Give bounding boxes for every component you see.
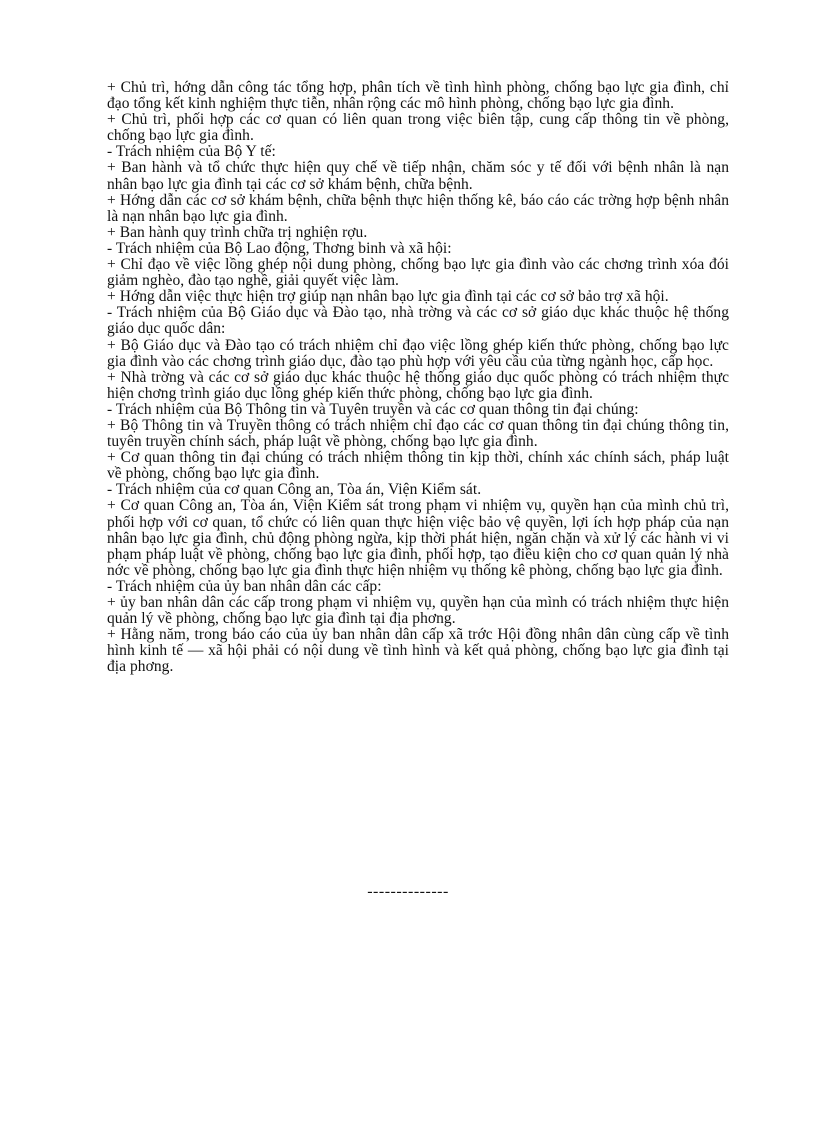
paragraph-3: - Trách nhiệm của Bộ Y tế: [107, 143, 276, 161]
paragraph-14: + Bộ Thông tin và Truyền thông có trách nhiệm chỉ đạo các cơ quan thông tin đại chúng thông tin, tuyên truyền chính sách, pháp luật về phòng, chống bạo lực gia đình. [107, 416, 729, 451]
paragraph-9: + Hớng dẫn việc thực hiện trợ giúp nạn nhân bạo lực gia đình tại các cơ sở bảo trợ xã hội. [107, 288, 669, 306]
paragraph-16: - Trách nhiệm của cơ quan Công an, Tòa án, Viện Kiểm sát. [107, 481, 482, 499]
end-separator: -------------- [367, 883, 449, 900]
paragraph-5: + Hớng dẫn các cơ sở khám bệnh, chữa bệnh thực hiện thống kê, báo cáo các trờng hợp bệnh nhân là nạn nhân bạo lực gia đình. [107, 191, 729, 225]
paragraph-6: + Ban hành quy trình chữa trị nghiện rợu. [107, 223, 368, 241]
paragraph-10: - Trách nhiệm của Bộ Giáo dục và Đào tạo, nhà trờng và các cơ sở giáo dục khác thuộc hệ thống giáo dục quốc dân: [107, 304, 729, 338]
paragraph-2: + Chủ trì, phối hợp các cơ quan có liên quan trong việc biên tập, cung cấp thông tin về phòng, chống bạo lực gia đình. [107, 111, 729, 145]
paragraph-18: - Trách nhiệm của ủy ban nhân dân các cấp: [107, 577, 382, 595]
paragraph-12: + Nhà trờng và các cơ sở giáo dục khác thuộc hệ thống giáo dục quốc phòng có trách nhiệm thực hiện chơng trình giáo dục lồng ghép kiến thức phòng, chống bạo lực gia đình. [107, 368, 729, 402]
paragraph-11: + Bộ Giáo dục và Đào tạo có trách nhiệm chỉ đạo việc lồng ghép kiến thức phòng, chống bạo lực gia đình vào các chơng trình giáo dục, đào tạo phù hợp với yêu cầu của từng ngành học, cấp học. [107, 336, 729, 370]
paragraph-8: + Chỉ đạo về việc lồng ghép nội dung phòng, chống bạo lực gia đình vào các chơng trình xóa đói giảm nghèo, đào tạo nghề, giải quyết việc làm. [107, 256, 729, 290]
paragraph-19: + ủy ban nhân dân các cấp trong phạm vi nhiệm vụ, quyền hạn của mình có trách nhiệm thực hiện quản lý về phòng, chống bạo lực gia đình tại địa phơng. [107, 594, 729, 628]
paragraph-1: + Chủ trì, hớng dẫn công tác tổng hợp, phân tích về tình hình phòng, chống bạo lực gia đình, chỉ đạo tổng kết kinh nghiệm thực tiễn, nhân rộng các mô hình phòng, chống bạo lực gia đình. [107, 79, 729, 113]
paragraph-13: - Trách nhiệm của Bộ Thông tin và Tuyên truyền và các cơ quan thông tin đại chúng: [107, 400, 639, 418]
paragraph-4: + Ban hành và tổ chức thực hiện quy chế về tiếp nhận, chăm sóc y tế đối với bệnh nhân là nạn nhân bạo lực gia đình tại các cơ sở khám bệnh, chữa bệnh. [107, 159, 729, 193]
document-body [107, 80, 729, 675]
paragraph-15: + Cơ quan thông tin đại chúng có trách nhiệm thông tin kịp thời, chính xác chính sách, pháp luật về phòng, chống bạo lực gia đình. [107, 449, 729, 483]
paragraph-7: - Trách nhiệm của Bộ Lao động, Thơng binh và xã hội: [107, 239, 452, 257]
paragraph-20: + Hằng năm, trong báo cáo của ủy ban nhân dân cấp xã trớc Hội đồng nhân dân cùng cấp về tình hình kinh tế — xã hội phải có nội dung về tình hình và kết quả phòng, chống bạo lực gia đình tại địa phơng. [107, 626, 729, 676]
paragraph-17: + Cơ quan Công an, Tòa án, Viện Kiểm sát trong phạm vi nhiệm vụ, quyền hạn của mình chủ trì, phối hợp với cơ quan, tổ chức có liên quan thực hiện việc bảo vệ quyền, lợi ích hợp pháp của nạn nhân bạo lực gia đình, chủ động phòng ngừa, kịp thời phát hiện, ngăn chặn và xử lý các hành vi vi phạm pháp luật về phòng, chống bạo lực gia đình, phối hợp, tạo điều kiện cho cơ quan quản lý nhà nớc về phòng, chống bạo lực gia đình thực hiện nhiệm vụ thống kê phòng, chống bạo lực gia đình. [107, 497, 729, 579]
